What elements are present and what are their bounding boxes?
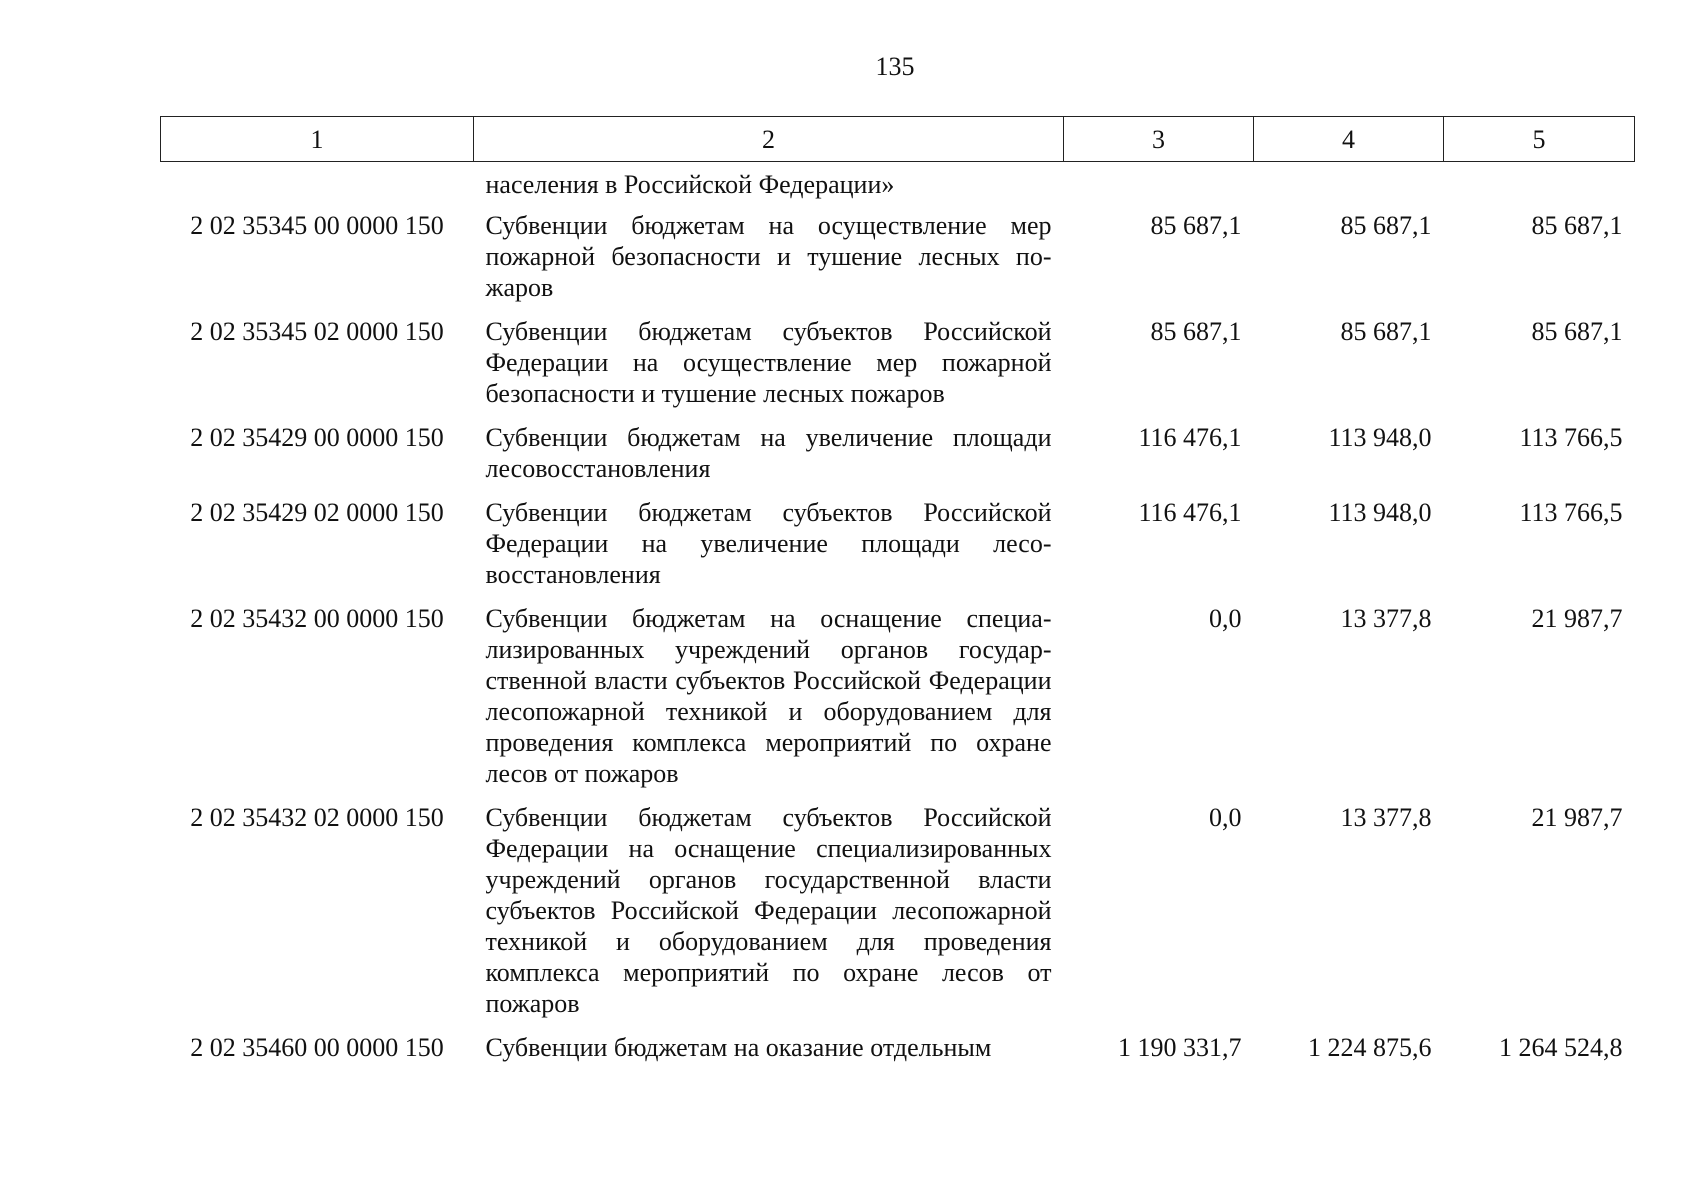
row-code: 2 02 35429 02 0000 150 [190,498,444,527]
row-code: 2 02 35460 00 0000 150 [190,1033,444,1062]
row-value-col5: 21 987,7 [1531,604,1623,633]
row-description: Субвенции бюджетам субъектов Российской Федерации на оснащение специализированных учреждений органов государственной власти субъектов Российской Федерации лесопожарной техникой и оборудованием для проведения комплекса мероприятий по охране лесов от пожаров [485,803,1052,1018]
row-description: населения в Российской Федерации» [485,170,895,199]
table-row [161,316,1635,422]
column-header-5: 5 [1444,117,1635,162]
table-row [161,802,1635,1032]
table-header [161,117,1635,162]
row-description: Субвенции бюджетам на оказание отдельным [485,1033,992,1062]
table-row [161,162,1635,211]
table-row [161,210,1635,316]
row-code: 2 02 35429 00 0000 150 [190,423,444,452]
row-value-col5: 85 687,1 [1531,211,1623,240]
column-header-3: 3 [1064,117,1254,162]
table-row [161,497,1635,603]
row-value-col3: 85 687,1 [1150,211,1242,240]
row-value-col4: 1 224 875,6 [1308,1033,1432,1062]
row-description: Субвенции бюджетам на увеличение площади лесовосстановления [485,423,1052,483]
row-code [161,162,474,211]
table-row [161,422,1635,497]
column-header-1: 1 [161,117,474,162]
row-value-col5 [1444,162,1635,211]
row-description: Субвенции бюджетам субъектов Российской Федерации на осуществление мер пожарной безопасности и тушение лесных пожаров [485,317,1052,408]
row-value-col3 [1064,162,1254,211]
row-value-col5: 85 687,1 [1531,317,1623,346]
row-value-col4: 13 377,8 [1340,604,1432,633]
row-description: Субвенции бюджетам субъектов Российской Федерации на увеличение площади лесовосстановления [485,498,1052,589]
row-value-col5: 21 987,7 [1531,803,1623,832]
column-header-4: 4 [1254,117,1444,162]
row-value-col5: 113 766,5 [1519,498,1623,527]
row-value-col5: 1 264 524,8 [1499,1033,1623,1062]
row-value-col3: 0,0 [1209,803,1242,832]
row-code: 2 02 35345 02 0000 150 [190,317,444,346]
table-row [161,603,1635,802]
row-value-col3: 0,0 [1209,604,1242,633]
row-value-col4: 113 948,0 [1328,423,1432,452]
row-value-col3: 1 190 331,7 [1118,1033,1242,1062]
header-row [161,117,1635,162]
row-value-col4: 85 687,1 [1340,211,1432,240]
row-description: Субвенции бюджетам на оснащение специализированных учреждений органов государственной власти субъектов Российской Федерации лесопожарной техникой и оборудованием для проведения комплекса мероприятий по охране лесов от пожаров [485,604,1052,788]
row-value-col5: 113 766,5 [1519,423,1623,452]
table-body [161,162,1635,1077]
row-description: Субвенции бюджетам на осуществление мер пожарной безопасности и тушение лесных пожаров [485,211,1052,302]
page-number: 135 [875,52,915,81]
row-value-col3: 116 476,1 [1138,498,1242,527]
row-value-col4: 13 377,8 [1340,803,1432,832]
row-code: 2 02 35432 00 0000 150 [190,604,444,633]
row-value-col4: 113 948,0 [1328,498,1432,527]
row-value-col3: 85 687,1 [1150,317,1242,346]
row-value-col4: 85 687,1 [1340,317,1432,346]
row-value-col3: 116 476,1 [1138,423,1242,452]
column-header-2: 2 [474,117,1064,162]
row-value-col4 [1254,162,1444,211]
row-code: 2 02 35345 00 0000 150 [190,211,444,240]
table-row [161,1032,1635,1076]
budget-table [160,116,1635,1076]
row-code: 2 02 35432 02 0000 150 [190,803,444,832]
